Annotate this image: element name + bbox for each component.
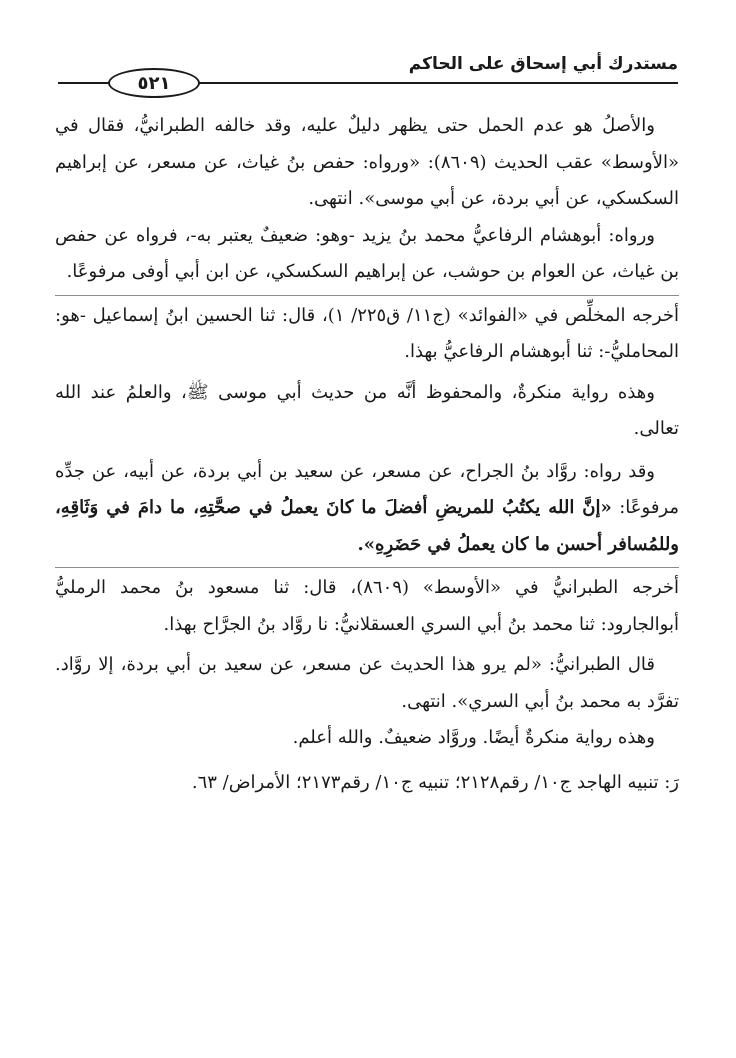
page-header	[58, 44, 678, 94]
page-number: ٥٢١	[137, 72, 171, 94]
paragraph: ورواه: أبوهشام الرفاعيُّ محمد بنُ يزيد -وهو: ضعيفٌ يعتبر به-، فرواه عن حفص بن غياث، عن العوام بن حوشب، عن إبراهيم السكسكي، عن ابن أبي أوفى مرفوعًا.	[55, 224, 679, 282]
paragraph: قال الطبرانيُّ: «لم يرو هذا الحديث عن مسعر، عن سعيد بن أبي بردة، إلا روَّاد. تفرَّد به محمد بنُ أبي السري». انتهى.	[55, 654, 679, 712]
source-paragraph: أخرجه المخلِّص في «الفوائد» (ج١١/ ق٢٢٥/ ١)، قال: ثنا الحسين ابنُ إسماعيل -هو: المحامليُّ-: ثنا أبوهشام الرفاعيُّ بهذا.	[55, 295, 679, 371]
references-paragraph: رَ: تنبيه الهاجد ج١٠/ رقم٢١٢٨؛ تنبيه ج١٠/ رقم٢١٧٣؛ الأمراض/ ٦٣.	[191, 771, 679, 793]
paragraph: وهذه رواية منكرةٌ أيضًا. وروَّاد ضعيفٌ. والله أعلم.	[292, 727, 655, 748]
page-body	[55, 108, 679, 801]
paragraph: وهذه رواية منكرةٌ، والمحفوظ أنَّه من حديث أبي موسى ﷺ، والعلمُ عند الله تعالى.	[55, 381, 679, 439]
running-title: مستدرك أبي إسحاق على الحاكم	[408, 54, 678, 74]
paragraph	[55, 454, 679, 564]
source-paragraph: أخرجه الطبرانيُّ في «الأوسط» (٨٦٠٩)، قال: ثنا مسعود بنُ محمد الرمليُّ أبوالجارود: ثنا محمد بنُ أبي السري العسقلانيُّ: نا روَّاد بنُ الجرَّاح بهذا.	[55, 567, 679, 643]
page-number-badge	[108, 68, 200, 98]
hadith-quote: «إنَّ الله يكتُبُ للمريضِ أفضلَ ما كانَ يعملُ في صحَّتِهِ، ما دامَ في وَثَاقِهِ، وللمُسافر أحسن ما كان يعملُ في حَضَرِهِ».	[55, 497, 679, 555]
paragraph: والأصلُ هو عدم الحمل حتى يظهر دليلٌ عليه، وقد خالفه الطبرانيُّ، فقال في «الأوسط» عقب الحديث (٨٦٠٩): «ورواه: حفص بنُ غياث، عن مسعر، عن إبراهيم السكسكي، عن أبي بردة، عن أبي موسى». انتهى.	[55, 115, 679, 209]
paragraph-text: وقد رواه: روَّاد بنُ الجراح، عن مسعر، عن سعيد بن أبي بردة، عن أبيه، عن جدِّه مرفوعًا:	[55, 460, 679, 518]
